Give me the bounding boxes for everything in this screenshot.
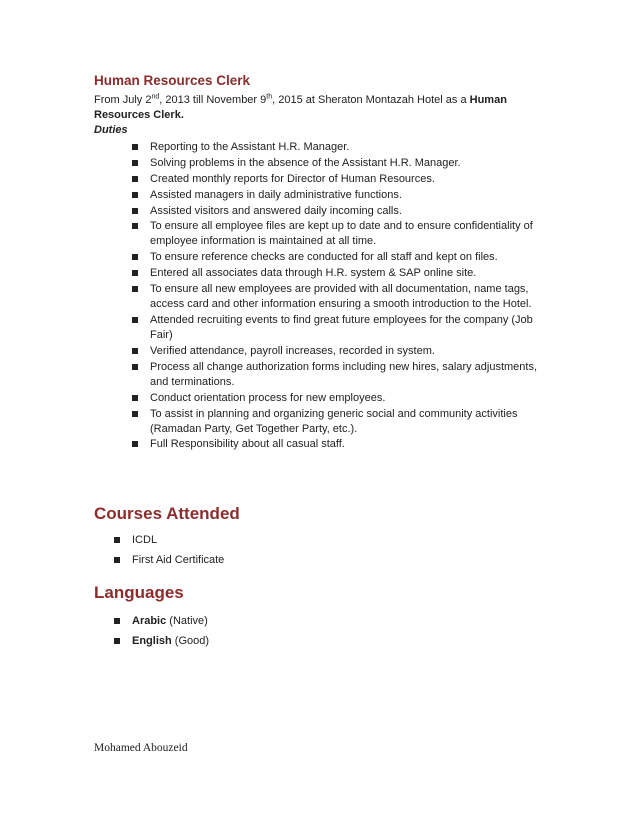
duty-text: Conduct orientation process for new employees. bbox=[150, 391, 386, 404]
square-bullet-icon bbox=[132, 270, 138, 276]
duty-text: Entered all associates data through H.R. system & SAP online site. bbox=[150, 267, 477, 280]
square-bullet-icon bbox=[114, 618, 120, 624]
job-desc-mid-2: , 2015 at Sheraton Montazah Hotel as a bbox=[272, 94, 470, 106]
duty-item bbox=[132, 188, 544, 203]
square-bullet-icon bbox=[132, 411, 138, 417]
duties-list bbox=[132, 140, 544, 453]
duty-text: To ensure all new employees are provided with all documentation, name tags, access card and other information ensuring a smooth introduction to the Hotel. bbox=[150, 283, 532, 311]
duty-text: Created monthly reports for Director of Human Resources. bbox=[150, 172, 435, 185]
square-bullet-icon bbox=[132, 364, 138, 370]
square-bullet-icon bbox=[132, 160, 138, 166]
duty-text: Assisted managers in daily administrative functions. bbox=[150, 188, 402, 201]
language-item bbox=[114, 614, 414, 629]
duty-text: Verified attendance, payroll increases, recorded in system. bbox=[150, 344, 435, 357]
duty-item bbox=[132, 172, 544, 187]
duty-item bbox=[132, 250, 544, 265]
job-desc-sup-2: th bbox=[266, 93, 273, 101]
footer-name: Mohamed Abouzeid bbox=[94, 742, 188, 754]
duty-item bbox=[132, 407, 544, 437]
square-bullet-icon bbox=[132, 317, 138, 323]
square-bullet-icon bbox=[132, 348, 138, 354]
language-item bbox=[114, 634, 414, 649]
job-role: Human Resources Clerk. bbox=[94, 94, 507, 121]
job-title: Human Resources Clerk bbox=[94, 73, 251, 88]
language-level: (Native) bbox=[166, 615, 208, 627]
duty-text: To assist in planning and organizing generic social and community activities (Ramadan Party, Get Together Party, etc.). bbox=[150, 407, 518, 435]
course-item bbox=[114, 553, 414, 568]
duty-item bbox=[132, 282, 544, 312]
duty-text: Full Responsibility about all casual staff. bbox=[150, 438, 345, 451]
duty-item bbox=[132, 344, 544, 359]
duty-item bbox=[132, 204, 544, 219]
languages-list bbox=[114, 614, 414, 654]
language-name: English bbox=[132, 635, 172, 647]
square-bullet-icon bbox=[132, 144, 138, 150]
square-bullet-icon bbox=[132, 286, 138, 292]
duty-item bbox=[132, 156, 544, 171]
language-level: (Good) bbox=[171, 635, 210, 647]
duty-item bbox=[132, 266, 544, 281]
square-bullet-icon bbox=[132, 192, 138, 198]
duty-text: Reporting to the Assistant H.R. Manager. bbox=[150, 141, 350, 153]
duty-text: To ensure all employee files are kept up to date and to ensure confidentiality of employee information is maintained at all time. bbox=[150, 220, 533, 248]
job-desc-sup-1: nd bbox=[151, 93, 160, 101]
duty-item bbox=[132, 437, 544, 452]
job-desc-prefix: From July 2 bbox=[94, 94, 152, 106]
languages-heading: Languages bbox=[94, 583, 184, 602]
courses-list bbox=[114, 533, 414, 573]
duty-text: Assisted visitors and answered daily incoming calls. bbox=[150, 204, 402, 217]
duties-label: Duties bbox=[94, 124, 128, 136]
duty-text: To ensure reference checks are conducted for all staff and kept on files. bbox=[150, 251, 498, 264]
duty-item bbox=[132, 391, 544, 406]
square-bullet-icon bbox=[114, 638, 120, 644]
square-bullet-icon bbox=[114, 537, 120, 543]
square-bullet-icon bbox=[132, 208, 138, 214]
language-name: Arabic bbox=[132, 615, 167, 627]
square-bullet-icon bbox=[132, 441, 138, 447]
courses-heading: Courses Attended bbox=[94, 504, 240, 523]
square-bullet-icon bbox=[132, 254, 138, 260]
square-bullet-icon bbox=[132, 176, 138, 182]
course-text: First Aid Certificate bbox=[132, 554, 225, 566]
duty-text: Attended recruiting events to find great future employees for the company (Job Fair) bbox=[150, 314, 533, 342]
duty-item bbox=[132, 219, 544, 249]
job-description bbox=[94, 93, 534, 123]
job-desc-mid-1: , 2013 till November 9 bbox=[159, 94, 267, 106]
duty-item bbox=[132, 360, 544, 390]
duty-text: Process all change authorization forms including new hires, salary adjustments, and terminations. bbox=[150, 360, 538, 388]
course-item bbox=[114, 533, 414, 548]
square-bullet-icon bbox=[114, 557, 120, 563]
course-text: ICDL bbox=[132, 534, 158, 546]
duty-item bbox=[132, 313, 544, 343]
duty-text: Solving problems in the absence of the Assistant H.R. Manager. bbox=[150, 156, 461, 169]
duty-item bbox=[132, 140, 544, 155]
square-bullet-icon bbox=[132, 395, 138, 401]
square-bullet-icon bbox=[132, 223, 138, 229]
